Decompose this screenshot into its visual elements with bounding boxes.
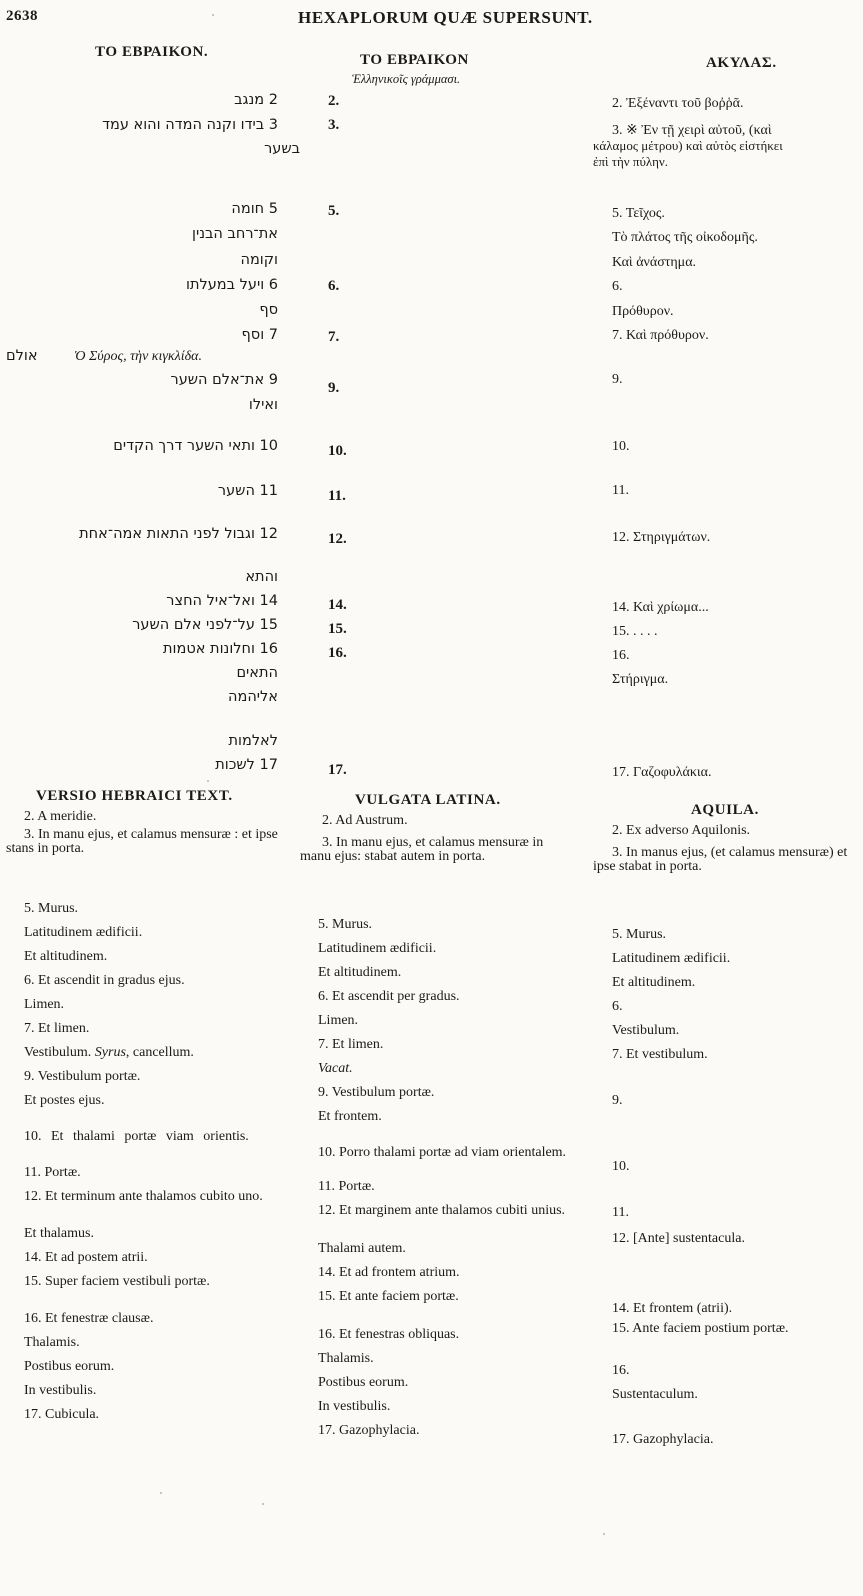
syrus-label: Syrus <box>94 1045 126 1060</box>
aquila-greek-line: 6. <box>612 279 623 294</box>
aquila-greek-line: Πρόθυρον. <box>612 304 674 319</box>
versio-line: Thalamis. <box>24 1335 80 1350</box>
aquila-greek-line: 14. Καὶ χρίωμα... <box>612 600 709 615</box>
aquila-greek-line: 3. ※ Ἐν τῇ χειρὶ αὐτοῦ, (καὶ <box>612 123 772 138</box>
aquila-greek-line: 15. . . . . <box>612 624 658 639</box>
vulgata-line: Thalami autem. <box>318 1241 406 1256</box>
vulgata-line: 3. In manu ejus, et calamus mensuræ in manu ejus: stabat autem in porta. <box>300 835 544 864</box>
column-title-aquila-greek: ΑΚΥΛΑΣ. <box>706 55 777 71</box>
aquila-greek-line: ἐπὶ τὴν πύλην. <box>593 154 669 169</box>
hebrew-line: 7 וסף <box>241 327 278 343</box>
syrus-note: Ὁ Σύρος, τὴν κιγκλίδα. <box>74 349 202 364</box>
running-title: HEXAPLORUM QUÆ SUPERSUNT. <box>298 8 593 27</box>
vulgata-line: Thalamis. <box>318 1351 374 1366</box>
aquila-greek-line: 17. Γαζοφυλάκια. <box>612 765 712 780</box>
aquila-latin-line: 15. Ante faciem postium portæ. <box>612 1321 789 1336</box>
aquila-greek-line: 16. <box>612 648 630 663</box>
aquila-latin-line: Sustentaculum. <box>612 1387 698 1402</box>
hebrew-line: לאלמות <box>228 733 278 749</box>
versio-line: 16. Et fenestræ clausæ. <box>24 1311 154 1326</box>
aquila-latin-line: 7. Et vestibulum. <box>612 1047 708 1062</box>
hebrew-line: 10 ותאי השער דרך הקדים <box>113 438 278 454</box>
aquila-latin-line: 2. Ex adverso Aquilonis. <box>612 823 751 838</box>
vulgata-line: 15. Et ante faciem portæ. <box>318 1289 459 1304</box>
hebrew-line: 14 ואל־איל החצר <box>166 593 278 609</box>
verse-number: 6. <box>328 278 340 294</box>
aquila-latin-line: Vestibulum. <box>612 1023 680 1038</box>
versio-line: 9. Vestibulum portæ. <box>24 1069 141 1084</box>
aquila-greek-line: 5. Τεῖχος. <box>612 206 665 221</box>
verse-number: 3. <box>328 117 340 133</box>
aquila-greek-line: κάλαμος μέτρου) καὶ αὐτὸς εἱστήκει <box>593 138 783 153</box>
aquila-latin-line: 14. Et frontem (atrii). <box>612 1301 733 1316</box>
vulgata-line: Et altitudinem. <box>318 965 402 980</box>
vulgata-line: Vacat. <box>318 1061 353 1076</box>
vulgata-line: 11. Portæ. <box>318 1179 375 1194</box>
hebrew-line: וקומה <box>240 252 278 268</box>
hebrew-line: 6 ויעל במעלתו <box>186 277 278 293</box>
aquila-latin-line: 6. <box>612 999 623 1014</box>
vulgata-line: 7. Et limen. <box>318 1037 384 1052</box>
vulgata-line: In vestibulis. <box>318 1399 391 1414</box>
aquila-greek-line: Καὶ ἀνάστημα. <box>612 255 697 270</box>
aquila-latin-line: 10. <box>612 1159 630 1174</box>
aquila-latin-line: 3. In manus ejus, (et calamus mensuræ) et ipse stabat in porta. <box>593 845 848 874</box>
vulgata-line: 5. Murus. <box>318 917 373 932</box>
aquila-latin-line: 11. <box>612 1205 629 1220</box>
hebrew-line: 3 בידו וקנה המדה והוא עמד <box>102 117 278 133</box>
hebrew-line: 15 על־לפני אלם השער <box>132 617 278 633</box>
versio-line: 10. Et thalami portæ viam orientis. <box>24 1129 249 1144</box>
vulgata-line: 6. Et ascendit per gradus. <box>318 989 460 1004</box>
scan-speck <box>603 1533 605 1535</box>
hebrew-line: התאים <box>236 665 278 681</box>
verse-number: 17. <box>328 762 347 778</box>
hebrew-line: 2 מנגב <box>234 92 278 108</box>
verse-number: 16. <box>328 645 347 661</box>
vulgata-line: 10. Porro thalami portæ ad viam orientalem. <box>318 1145 567 1160</box>
verse-number: 5. <box>328 203 340 219</box>
aquila-greek-line: 7. Καὶ πρόθυρον. <box>612 328 709 343</box>
aquila-greek-line: 9. <box>612 372 623 387</box>
vulgata-line: 14. Et ad frontem atrium. <box>318 1265 460 1280</box>
versio-line: Et thalamus. <box>24 1226 94 1241</box>
versio-line: 14. Et ad postem atrii. <box>24 1250 148 1265</box>
verse-number: 7. <box>328 329 340 345</box>
hebrew-line: 17 לשכות <box>215 757 278 773</box>
vulgata-line: 9. Vestibulum portæ. <box>318 1085 435 1100</box>
versio-line: 6. Et ascendit in gradus ejus. <box>24 973 185 988</box>
scan-speck <box>160 1492 162 1494</box>
aquila-latin-line: Et altitudinem. <box>612 975 696 990</box>
versio-line: 3. In manu ejus, et calamus mensuræ : et ipse stans in porta. <box>6 827 278 856</box>
vulgata-line: 16. Et fenestras obliquas. <box>318 1327 460 1342</box>
page-number: 2638 <box>6 8 38 24</box>
aquila-latin-line: 12. [Ante] sustentacula. <box>612 1231 745 1246</box>
aquila-latin-line: 16. <box>612 1363 630 1378</box>
column-title-aquila-latin: AQUILA. <box>691 802 759 818</box>
vulgata-line: Postibus eorum. <box>318 1375 409 1390</box>
scan-speck <box>207 780 209 782</box>
verse-number: 9. <box>328 380 340 396</box>
hebrew-line: 16 וחלונות אטמות <box>163 641 278 657</box>
versio-line: In vestibulis. <box>24 1383 97 1398</box>
versio-line: Et altitudinem. <box>24 949 108 964</box>
vulgata-line: 12. Et marginem ante thalamos cubiti unius. <box>318 1203 566 1218</box>
aquila-greek-line: Στήριγμα. <box>612 672 669 687</box>
hebrew-line: בשער <box>264 141 300 157</box>
aquila-latin-line: 5. Murus. <box>612 927 667 942</box>
versio-line <box>24 1046 194 1060</box>
hebrew-line: 12 וגבול לפני התאות אמה־אחת <box>79 526 278 542</box>
column-title-vulgata: VULGATA LATINA. <box>355 792 501 808</box>
aquila-greek-line: Τὸ πλάτος τῆς οἰκοδομῆς. <box>612 230 758 245</box>
versio-text: Vestibulum. <box>24 1045 92 1060</box>
scan-speck <box>262 1503 264 1505</box>
hebrew-line: סף <box>259 302 278 318</box>
aquila-latin-line: 9. <box>612 1093 623 1108</box>
hebrew-line: אליהמה <box>228 689 278 705</box>
versio-line: 11. Portæ. <box>24 1165 81 1180</box>
aquila-latin-line: Latitudinem ædificii. <box>612 951 731 966</box>
column-subtitle-greek-letters: Ἑλληνικοῖς γράμμασι. <box>352 72 461 86</box>
hebrew-line: ואילו <box>248 397 278 413</box>
verse-number: 12. <box>328 531 347 547</box>
verse-number: 2. <box>328 93 340 109</box>
column-title-hebrew: ΤΟ ΕΒΡΑΙΚΟΝ. <box>95 44 209 60</box>
scan-speck <box>212 14 214 16</box>
column-title-greek-letters: ΤΟ ΕΒΡΑΙΚΟΝ <box>360 52 469 68</box>
hebrew-line: 11 השער <box>217 483 278 499</box>
versio-line: 2. A meridie. <box>24 809 97 824</box>
vulgata-line: Et frontem. <box>318 1109 382 1124</box>
versio-line: 12. Et terminum ante thalamos cubito uno. <box>24 1189 263 1204</box>
versio-text: , cancellum. <box>125 1045 194 1060</box>
aquila-greek-line: 10. <box>612 439 630 454</box>
aquila-greek-line: 2. Ἐξέναντι τοῦ βοῤῥᾶ. <box>612 96 744 111</box>
hebrew-line: את־רחב הבנין <box>192 226 278 242</box>
aquila-greek-line: 12. Στηριγμάτων. <box>612 530 711 545</box>
versio-line: Latitudinem ædificii. <box>24 925 143 940</box>
verse-number: 11. <box>328 488 346 504</box>
vulgata-line: 17. Gazophylacia. <box>318 1423 420 1438</box>
versio-line: Postibus eorum. <box>24 1359 115 1374</box>
versio-line: 15. Super faciem vestibuli portæ. <box>24 1274 210 1289</box>
vulgata-line: Latitudinem ædificii. <box>318 941 437 956</box>
aquila-latin-line: 17. Gazophylacia. <box>612 1432 714 1447</box>
verse-number: 15. <box>328 621 347 637</box>
hebrew-line: אולם <box>6 348 38 364</box>
versio-line: 5. Murus. <box>24 901 79 916</box>
hebrew-line: 9 את־אלם השער <box>170 372 278 388</box>
versio-line: Et postes ejus. <box>24 1093 105 1108</box>
verse-number: 10. <box>328 443 347 459</box>
vulgata-line: 2. Ad Austrum. <box>322 813 408 828</box>
versio-line: 17. Cubicula. <box>24 1407 100 1422</box>
hebrew-line: 5 חומה <box>231 201 278 217</box>
vulgata-line: Limen. <box>318 1013 359 1028</box>
column-title-versio: VERSIO HEBRAICI TEXT. <box>36 788 233 804</box>
versio-line: 7. Et limen. <box>24 1021 90 1036</box>
aquila-greek-line: 11. <box>612 483 629 498</box>
versio-line: Limen. <box>24 997 65 1012</box>
hebrew-line: והתא <box>245 569 278 585</box>
verse-number: 14. <box>328 597 347 613</box>
